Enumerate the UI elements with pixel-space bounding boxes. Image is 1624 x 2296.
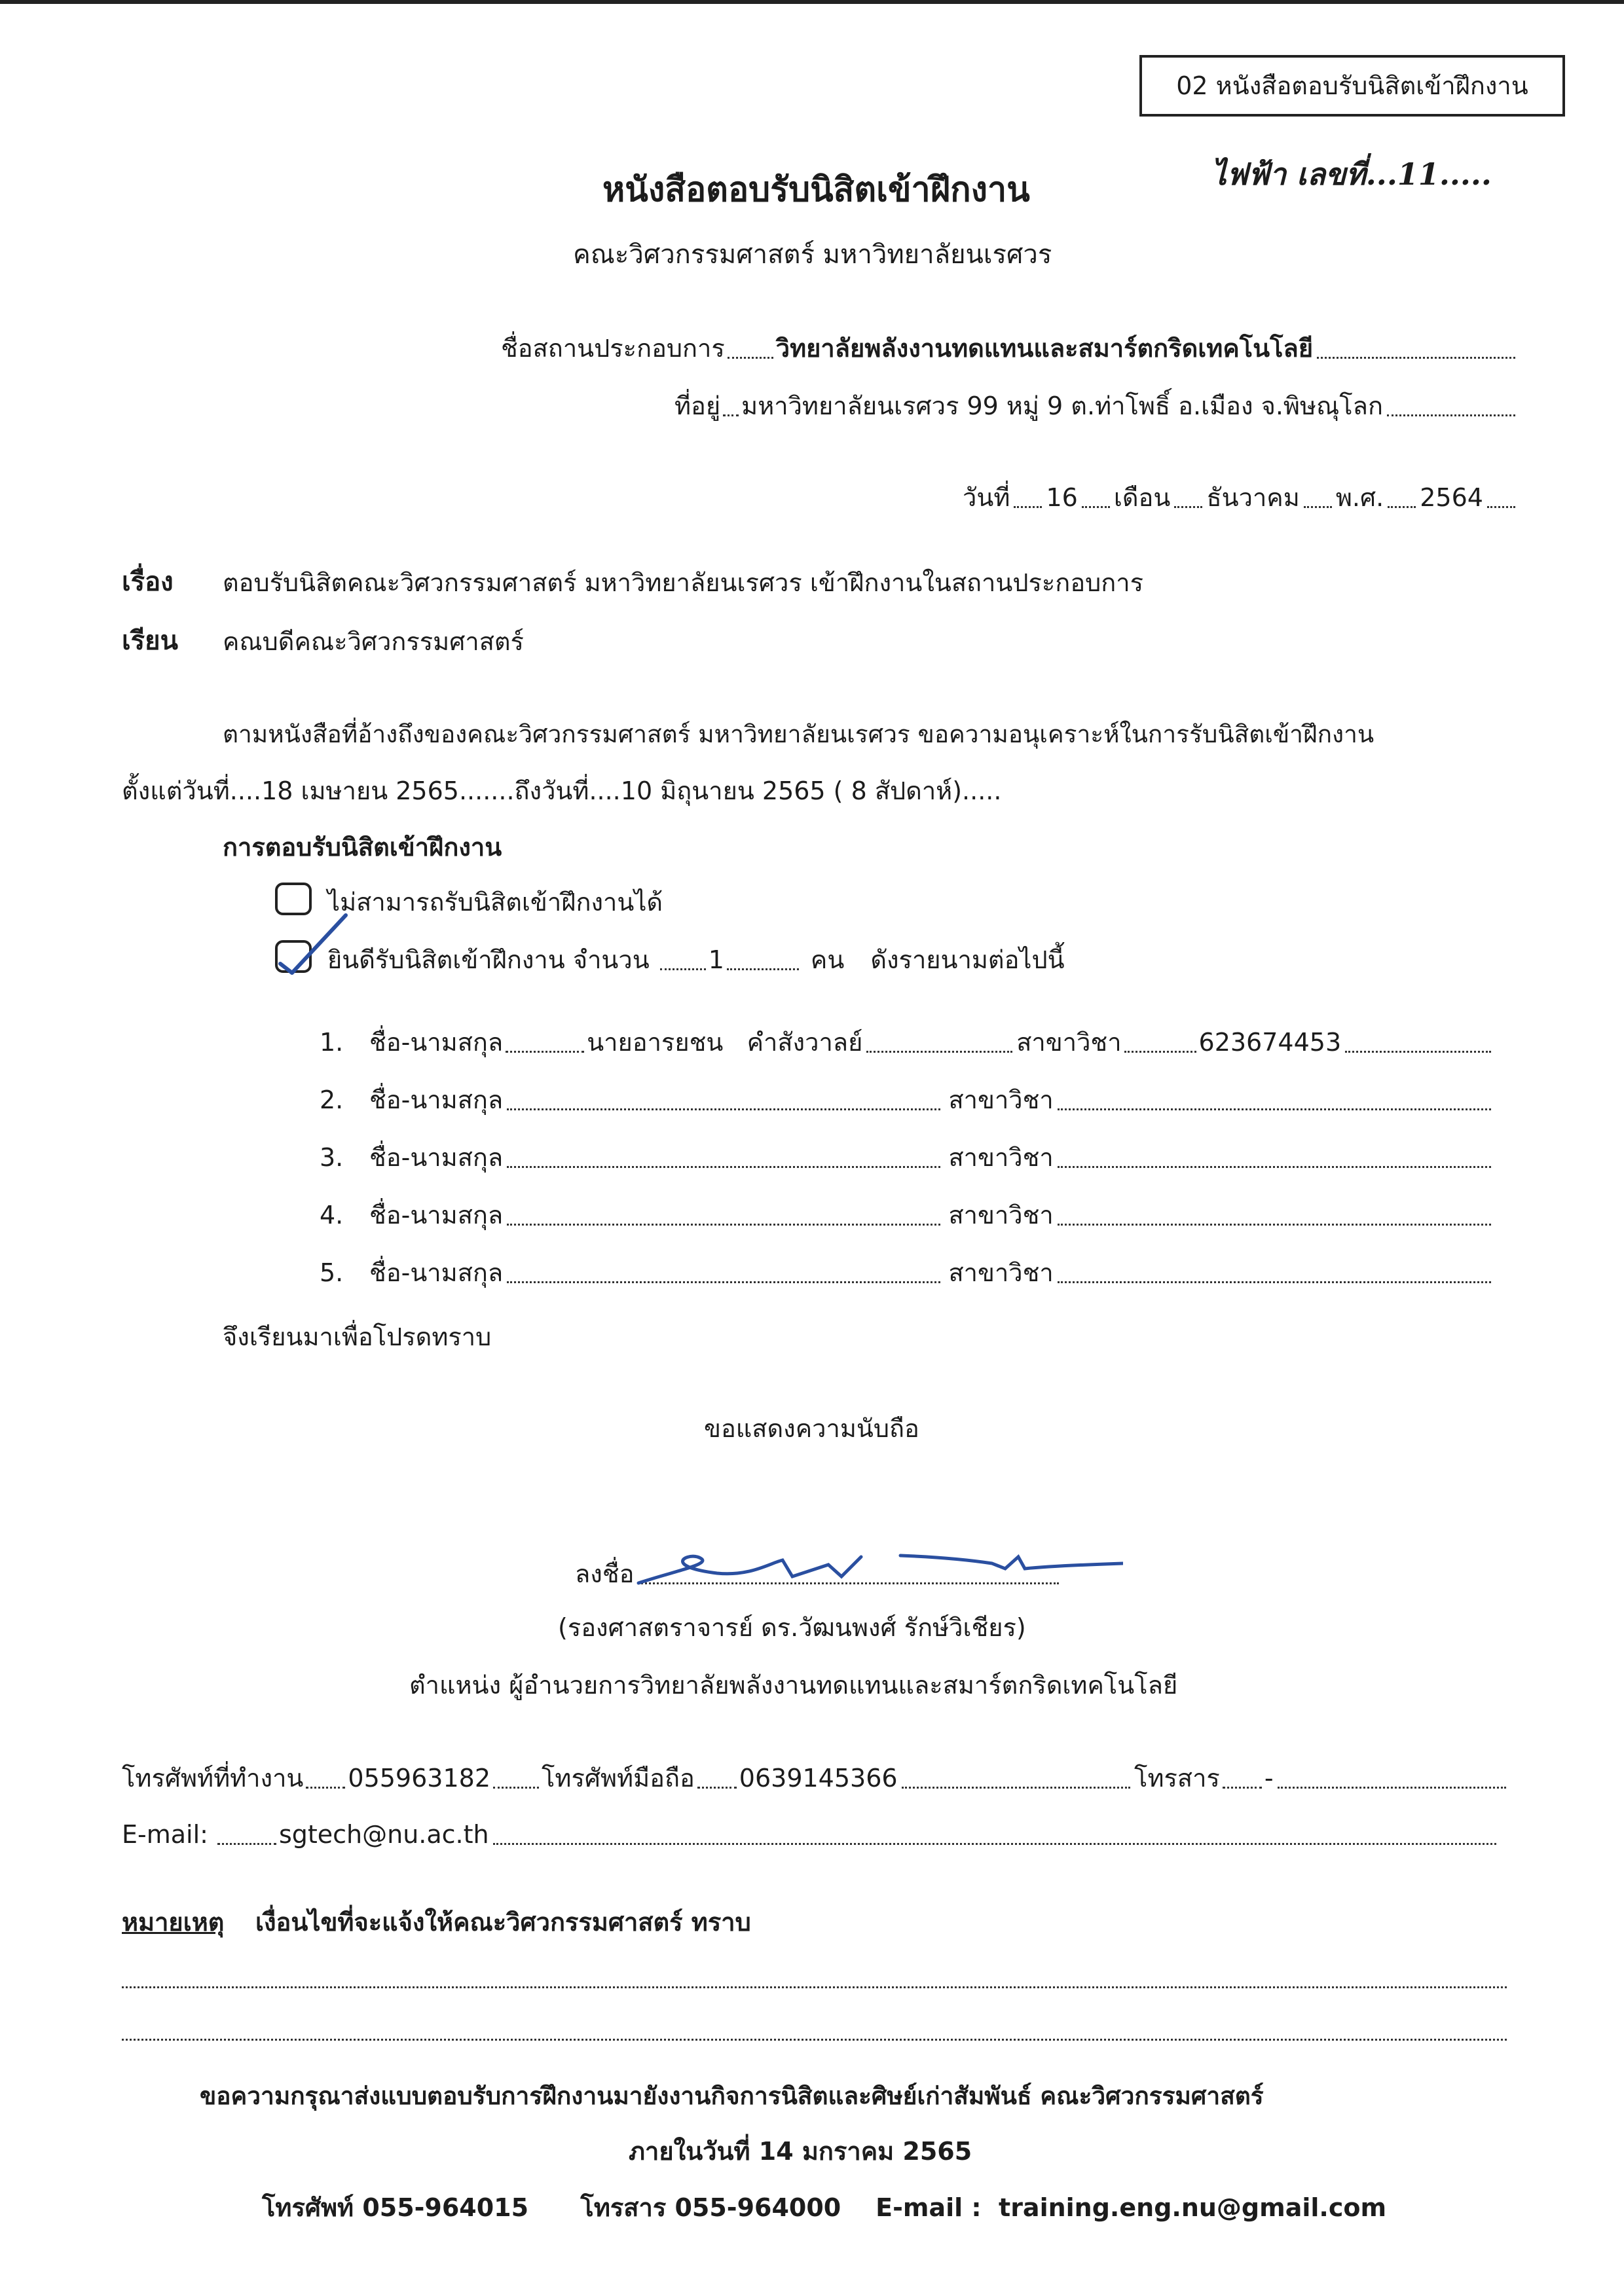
document-title: หนังสือตอบรับนิสิตเข้าฝึกงาน bbox=[602, 170, 1030, 210]
establishment-line bbox=[501, 333, 1519, 364]
date-day: 16 bbox=[1046, 483, 1078, 512]
student-number: 3. bbox=[320, 1143, 344, 1172]
student-name: นายอารยชน คำสังวาลย์ bbox=[587, 1028, 863, 1057]
handwritten-signature bbox=[625, 1537, 1123, 1596]
address-label: ที่อยู่ bbox=[674, 392, 721, 420]
accept-count: 1 bbox=[708, 945, 724, 974]
student-row bbox=[320, 1173, 1495, 1231]
to-label: เรียน bbox=[122, 626, 178, 656]
mobile: 0639145366 bbox=[739, 1764, 898, 1793]
student-number: 5. bbox=[320, 1258, 344, 1287]
regards-text: ขอแสดงความนับถือ bbox=[704, 1414, 919, 1443]
note-label: หมายเหตุ bbox=[122, 1908, 225, 1937]
address-line bbox=[674, 390, 1519, 422]
office-phone: 055963182 bbox=[348, 1764, 490, 1793]
student-name-label: ชื่อ-นามสกุล bbox=[369, 1143, 504, 1172]
establishment-label: ชื่อสถานประกอบการ bbox=[501, 334, 725, 363]
subject-text: ตอบรับนิสิตคณะวิศวกรรมศาสตร์ มหาวิทยาลัยนเรศวร เข้าฝึกงานในสถานประกอบการ bbox=[223, 568, 1144, 597]
student-number: 2. bbox=[320, 1085, 344, 1114]
footer-deadline: ภายในวันที่ 14 มกราคม 2565 bbox=[629, 2137, 972, 2166]
accept-tail: ดังรายนามต่อไปนี้ bbox=[870, 945, 1065, 974]
note-dotted-line-1 bbox=[122, 1986, 1507, 1988]
student-list bbox=[320, 1000, 1495, 1288]
accept-unit: คน bbox=[810, 945, 845, 974]
document-subtitle: คณะวิศวกรรมศาสตร์ มหาวิทยาลัยนเรศวร bbox=[573, 240, 1052, 270]
note-text: เงื่อนไขที่จะแจ้งให้คณะวิศวกรรมศาสตร์ ทราบ bbox=[255, 1908, 751, 1937]
footer-contacts: โทรศัพท์ 055-964015 โทรสาร 055-964000 E-mail : training.eng.nu@gmail.com bbox=[262, 2193, 1387, 2222]
form-code-box bbox=[1139, 55, 1565, 117]
contact-phone-line bbox=[122, 1762, 1510, 1794]
student-major: 623674453 bbox=[1198, 1028, 1342, 1057]
footer-instruction: ขอความกรุณาส่งแบบตอบรับการฝึกงานมายังงานกิจการนิสิตและศิษย์เก่าสัมพันธ์ คณะวิศวกรรมศาสตร์ bbox=[200, 2082, 1264, 2110]
student-name-label: ชื่อ-นามสกุล bbox=[369, 1028, 504, 1057]
fax: - bbox=[1264, 1764, 1274, 1793]
student-major-label: สาขาวิชา bbox=[948, 1201, 1054, 1230]
signer-position: ตำแหน่ง ผู้อำนวยการวิทยาลัยพลังงานทดแทนและสมาร์ตกริดเทคโนโลยี bbox=[409, 1671, 1178, 1700]
form-code-text: 02 หนังสือตอบรับนิสิตเข้าฝึกงาน bbox=[1176, 71, 1528, 100]
date-year-label: พ.ศ. bbox=[1335, 483, 1384, 512]
date-line bbox=[963, 482, 1519, 513]
student-row bbox=[320, 1231, 1495, 1288]
student-number: 1. bbox=[320, 1028, 344, 1057]
accept-option-text: ยินดีรับนิสิตเข้าฝึกงาน จำนวน bbox=[327, 945, 650, 974]
reject-option-label: ไม่สามารถรับนิสิตเข้าฝึกงานได้ bbox=[327, 888, 663, 917]
fax-label: โทรสาร bbox=[1134, 1764, 1220, 1793]
date-month: ธันวาคม bbox=[1206, 483, 1300, 512]
student-major-label: สาขาวิชา bbox=[1016, 1028, 1122, 1057]
scan-top-edge bbox=[0, 0, 1624, 4]
date-year: 2564 bbox=[1420, 483, 1483, 512]
body-paragraph-line1: ตามหนังสือที่อ้างถึงของคณะวิศวกรรมศาสตร์ มหาวิทยาลัยนเรศวร ขอความอนุเคราะห์ในการรับนิสิตเข้าฝึกงาน bbox=[223, 720, 1375, 748]
student-major-label: สาขาวิชา bbox=[948, 1085, 1054, 1114]
handwritten-number-note: ไฟฟ้า เลขที่...11..... bbox=[1211, 156, 1492, 192]
student-major-label: สาขาวิชา bbox=[948, 1258, 1054, 1287]
contact-email-line bbox=[122, 1819, 1500, 1850]
sign-label: ลงชื่อ bbox=[575, 1559, 635, 1588]
student-name-label: ชื่อ-นามสกุล bbox=[369, 1085, 504, 1114]
subject-label: เรื่อง bbox=[122, 567, 174, 597]
student-row bbox=[320, 1000, 1495, 1058]
body-paragraph-line2: ตั้งแต่วันที่....18 เมษายน 2565.......ถึงวันที่....10 มิถุนายน 2565 ( 8 สัปดาห์)..... bbox=[122, 776, 1002, 805]
to-text: คณบดีคณะวิศวกรรมศาสตร์ bbox=[223, 627, 524, 656]
student-number: 4. bbox=[320, 1201, 344, 1230]
office-phone-label: โทรศัพท์ที่ทำงาน bbox=[122, 1764, 304, 1793]
student-major-label: สาขาวิชา bbox=[948, 1143, 1054, 1172]
accept-option-line bbox=[327, 944, 1146, 975]
note-dotted-line-2 bbox=[122, 2039, 1507, 2041]
address-value: มหาวิทยาลัยนเรศวร 99 หมู่ 9 ต.ท่าโพธิ์ อ.เมือง จ.พิษณุโลก bbox=[741, 392, 1383, 420]
email-label: E-mail: bbox=[122, 1820, 208, 1849]
student-row bbox=[320, 1116, 1495, 1173]
student-name-label: ชื่อ-นามสกุล bbox=[369, 1258, 504, 1287]
date-day-label: วันที่ bbox=[963, 483, 1010, 512]
establishment-value: วิทยาลัยพลังงานทดแทนและสมาร์ตกริดเทคโนโลยี bbox=[775, 334, 1314, 363]
signer-name: (รองศาสตราจารย์ ดร.วัฒนพงศ์ รักษ์วิเชียร) bbox=[558, 1613, 1026, 1642]
closing-text: จึงเรียนมาเพื่อโปรดทราบ bbox=[223, 1322, 492, 1351]
email: sgtech@nu.ac.th bbox=[278, 1820, 489, 1849]
acceptance-heading: การตอบรับนิสิตเข้าฝึกงาน bbox=[223, 833, 502, 862]
date-month-label: เดือน bbox=[1113, 483, 1171, 512]
mobile-label: โทรศัพท์มือถือ bbox=[542, 1764, 695, 1793]
student-row bbox=[320, 1058, 1495, 1116]
student-name-label: ชื่อ-นามสกุล bbox=[369, 1201, 504, 1230]
